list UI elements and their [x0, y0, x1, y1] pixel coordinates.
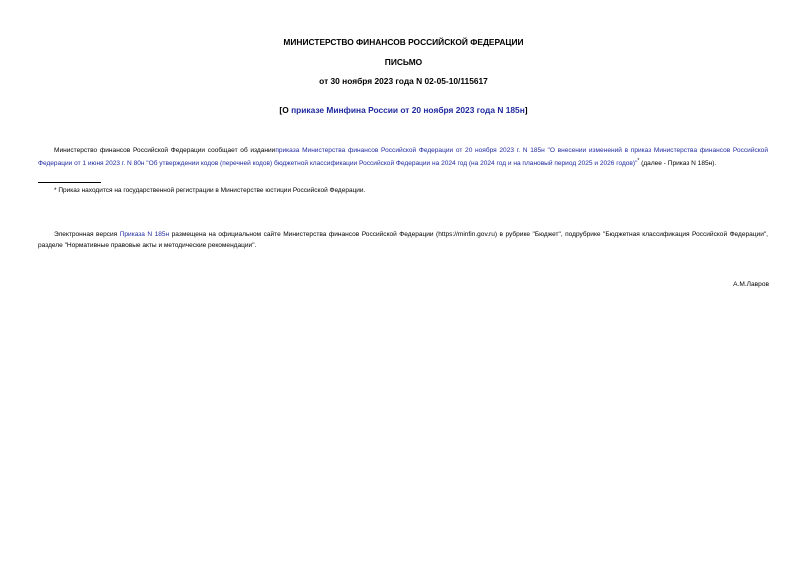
paragraph2-tail: размещена на официальном сайте Министерства финансов Российской Федерации (https://minfin.gov.ru) в рубрике "Бюджет", подрубрике "Бюджетная классификация Российской Федерации", разделе "Нормативные правовые акты и методические рекомендации".: [38, 231, 768, 250]
paragraph-electronic-version: [38, 229, 768, 251]
signature: А.М.Лавров: [733, 281, 769, 288]
document-type: ПИСЬМО: [384, 57, 423, 67]
document-date-line: от 30 ноября 2023 года N 02-05-10/115617: [319, 76, 488, 86]
subject-link[interactable]: приказе Минфина России от 20 ноября 2023 года N 185н: [291, 105, 525, 115]
document-subject: [0, 105, 807, 116]
footnote-divider: [38, 182, 101, 183]
paragraph1-tail: (далее - Приказ N 185н).: [639, 160, 717, 168]
order-185n-short-link[interactable]: Приказа N 185н: [119, 231, 170, 238]
subject-open: [О: [279, 105, 292, 115]
paragraph2-lead: Электронная версия: [54, 231, 120, 238]
org-title: МИНИСТЕРСТВО ФИНАНСОВ РОССИЙСКОЙ ФЕДЕРАЦИИ: [283, 37, 524, 47]
footnote-text: * Приказ находится на государственной регистрации в Министерстве юстиции Российской Федерации.: [54, 187, 366, 194]
footnote-marker[interactable]: *: [637, 158, 640, 165]
subject-close: ]: [524, 105, 528, 115]
order-185n-link[interactable]: приказа Министерства финансов Российской Федерации от 20 ноября 2023 г. N 185н "О внесении изменений в приказ Министерства финансов Российской Федерации от 1 июня 2023 г. N 80н "Об утверждении кодов (перечней кодов) бюджетной классификации Российской Федерации на 2024 год (на 2024 год и на плановый период 2025 и 2026 годов)": [38, 147, 768, 168]
paragraph1-lead: Министерство финансов Российской Федерации сообщает об издании: [54, 147, 276, 154]
paragraph-announcement: [38, 145, 768, 170]
